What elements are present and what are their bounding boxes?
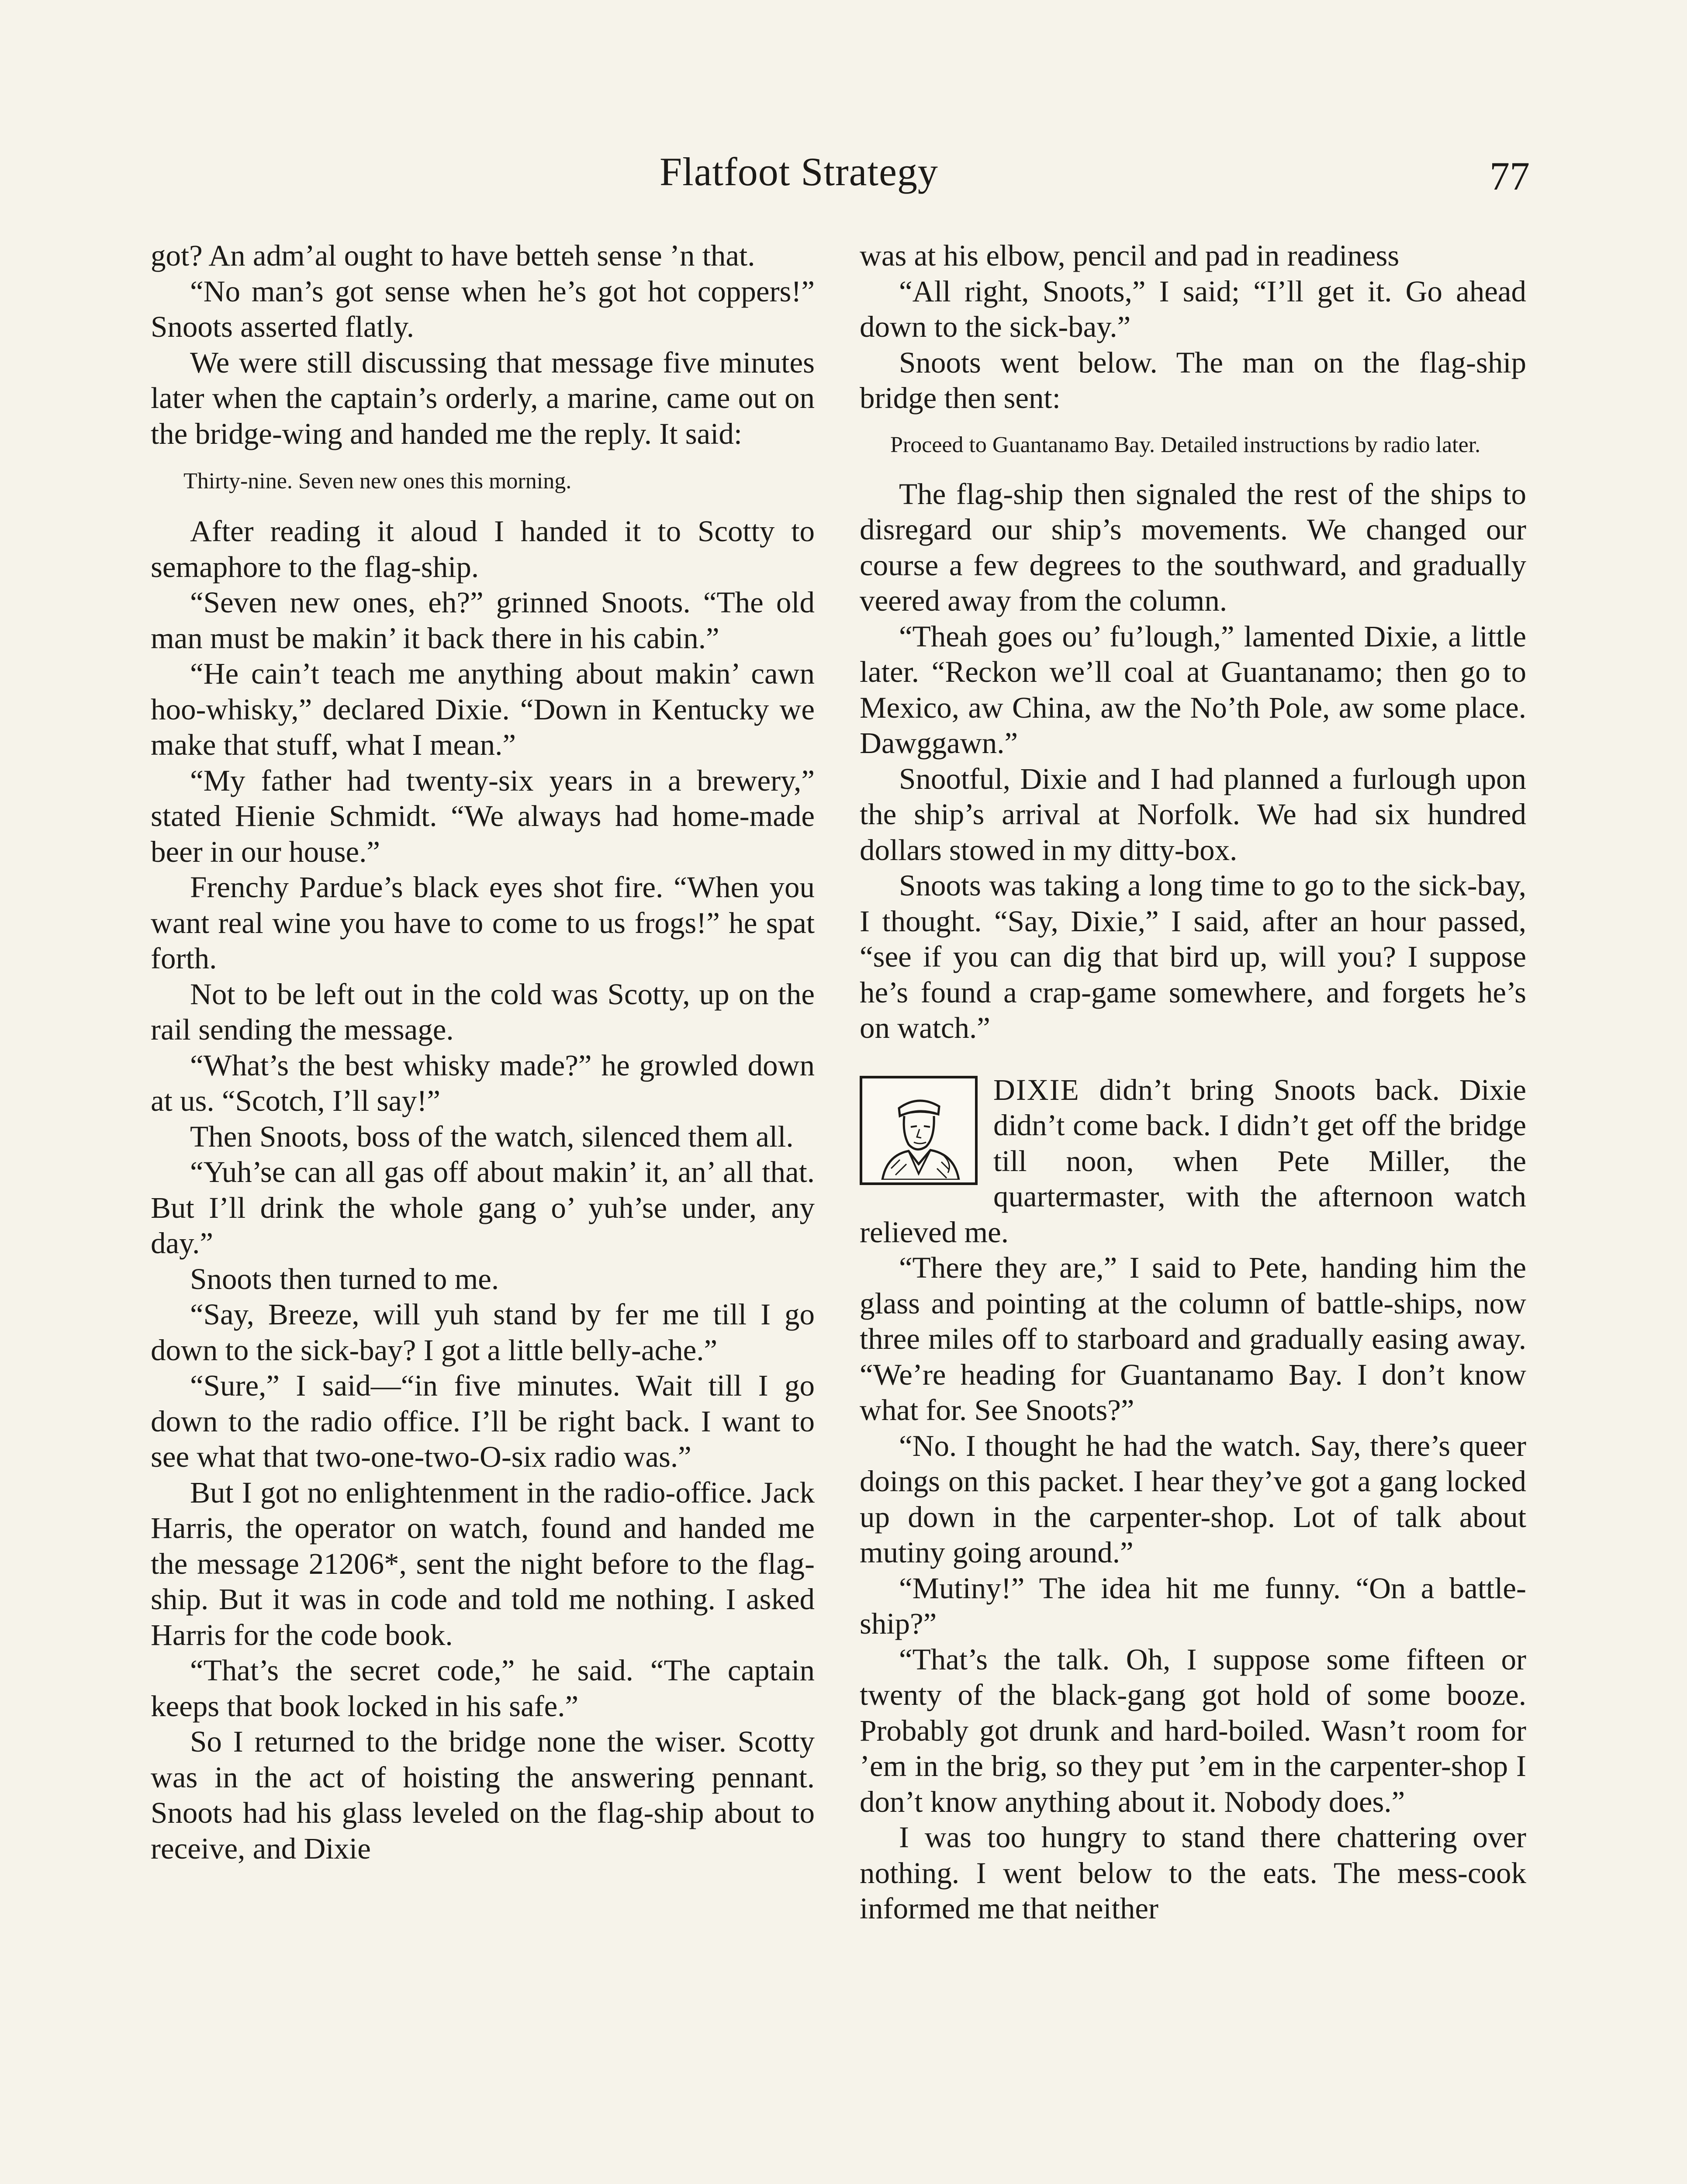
paragraph: “There they are,” I said to Pete, handing him the glass and pointing at the column of battle-ships, now three miles off to starboard and gradually easing away. “We’re heading for Guantanamo Bay. I don’t know what for. See Snoots?” — [860, 1251, 1526, 1427]
paragraph: “Seven new ones, eh?” grinned Snoots. “The old man must be makin’ it back there in his cabin.” — [151, 586, 815, 655]
paragraph: “No. I thought he had the watch. Say, there’s queer doings on this packet. I hear they’ve got a gang locked up down in the carpenter-shop. Lot of talk about mutiny going around.” — [860, 1429, 1526, 1569]
paragraph: After reading it aloud I handed it to Scotty to semaphore to the flag-ship. — [151, 515, 815, 584]
paragraph: “That’s the talk. Oh, I suppose some fifteen or twenty of the black-gang got hold of some booze. Probably got drunk and hard-boiled. Wasn’t room for ’em in the brig, so they put ’em in the carpenter-shop I don’t know anything about it. Nobody does.” — [860, 1642, 1526, 1818]
paragraph: “Say, Breeze, will yuh stand by fer me till I go down to the sick-bay? I got a little belly-ache.” — [151, 1298, 815, 1367]
message-quote: Thirty-nine. Seven new ones this morning. — [183, 469, 572, 494]
message-quote: Proceed to Guantanamo Bay. Detailed instructions by radio later. — [890, 432, 1481, 457]
paragraph: Snoots went below. The man on the flag-ship bridge then sent: — [860, 346, 1526, 415]
left-column — [151, 238, 815, 1866]
paragraph: Snoots then turned to me. — [190, 1262, 499, 1296]
paragraph: got? An adm’al ought to have betteh sense ’n that. — [151, 239, 755, 272]
paragraph: “No man’s got sense when he’s got hot coppers!” Snoots asserted flatly. — [151, 274, 815, 343]
section-opening-text: didn’t bring Snoots back. Dixie didn’t come back. I didn’t get off the bridge till noon, when Pete Miller, the quartermaster, with the afternoon watch relieved me. — [860, 1073, 1526, 1249]
paragraph: “That’s the secret code,” he said. “The captain keeps that book locked in his safe.” — [151, 1654, 815, 1723]
paragraph: We were still discussing that message five minutes later when the captain’s orderly, a marine, came out on the bridge-wing and handed me the reply. It said: — [151, 346, 815, 450]
paragraph: Then Snoots, boss of the watch, silenced them all. — [190, 1120, 794, 1153]
paragraph: was at his elbow, pencil and pad in readiness — [860, 239, 1400, 272]
paragraph: “What’s the best whisky made?” he growled down at us. “Scotch, I’ll say!” — [151, 1048, 815, 1117]
paragraph: “Yuh’se can all gas off about makin’ it, an’ all that. But I’ll drink the whole gang o’ yuh’se under, any day.” — [151, 1155, 815, 1260]
paragraph: “Mutiny!” The idea hit me funny. “On a battle-ship?” — [860, 1571, 1526, 1640]
paragraph: “He cain’t teach me anything about makin’ cawn hoo-whisky,” declared Dixie. “Down in Kentucky we make that stuff, what I mean.” — [151, 657, 815, 761]
paragraph: “My father had twenty-six years in a brewery,” stated Hienie Schmidt. “We always had home-made beer in our house.” — [151, 764, 815, 868]
paragraph: So I returned to the bridge none the wiser. Scotty was in the act of hoisting the answering pennant. Snoots had his glass leveled on the flag-ship about to receive, and Dixie — [151, 1725, 815, 1865]
section-break-block — [860, 1072, 1526, 1251]
page-title: Flatfoot Strategy — [660, 149, 938, 194]
page-number: 77 — [1490, 154, 1530, 198]
paragraph: “Sure,” I said—“in five minutes. Wait till I go down to the radio office. I’ll be right back. I want to see what that two-one-two-O-six radio was.” — [151, 1369, 815, 1473]
paragraph: But I got no enlightenment in the radio-office. Jack Harris, the operator on watch, found and handed me the message 21206*, sent the night before to the flag-ship. But it was in code and told me nothing. I asked Harris for the code book. — [151, 1476, 815, 1652]
paragraph: “Theah goes ou’ fu’lough,” lamented Dixie, a little later. “Reckon we’ll coal at Guantanamo; then go to Mexico, aw China, aw the No’th Pole, aw some place. Dawggawn.” — [860, 619, 1526, 760]
right-column — [860, 238, 1526, 1927]
paragraph: Snootful, Dixie and I had planned a furlough upon the ship’s arrival at Norfolk. We had six hundred dollars stowed in my ditty-box. — [860, 762, 1526, 867]
page-header — [0, 149, 1687, 205]
paragraph: The flag-ship then signaled the rest of the ships to disregard our ship’s movements. We changed our course a few degrees to the southward, and gradually veered away from the column. — [860, 477, 1526, 617]
lead-word: DIXIE — [993, 1073, 1080, 1106]
paragraph: Not to be left out in the cold was Scotty, up on the rail sending the message. — [151, 977, 815, 1046]
paragraph: Frenchy Pardue’s black eyes shot fire. “When you want real wine you have to come to us frogs!” he spat forth. — [151, 871, 815, 975]
paragraph: Snoots was taking a long time to go to the sick-bay, I thought. “Say, Dixie,” I said, after an hour passed, “see if you can dig that bird up, will you? I suppose he’s found a crap-game somewhere, and forgets he’s on watch.” — [860, 869, 1526, 1044]
paragraph: “All right, Snoots,” I said; “I’ll get it. Go ahead down to the sick-bay.” — [860, 274, 1526, 343]
paragraph: I was too hungry to stand there chattering over nothing. I went below to the eats. The mess-cook informed me that neither — [860, 1821, 1526, 1925]
sailor-illustration-icon — [860, 1076, 978, 1185]
